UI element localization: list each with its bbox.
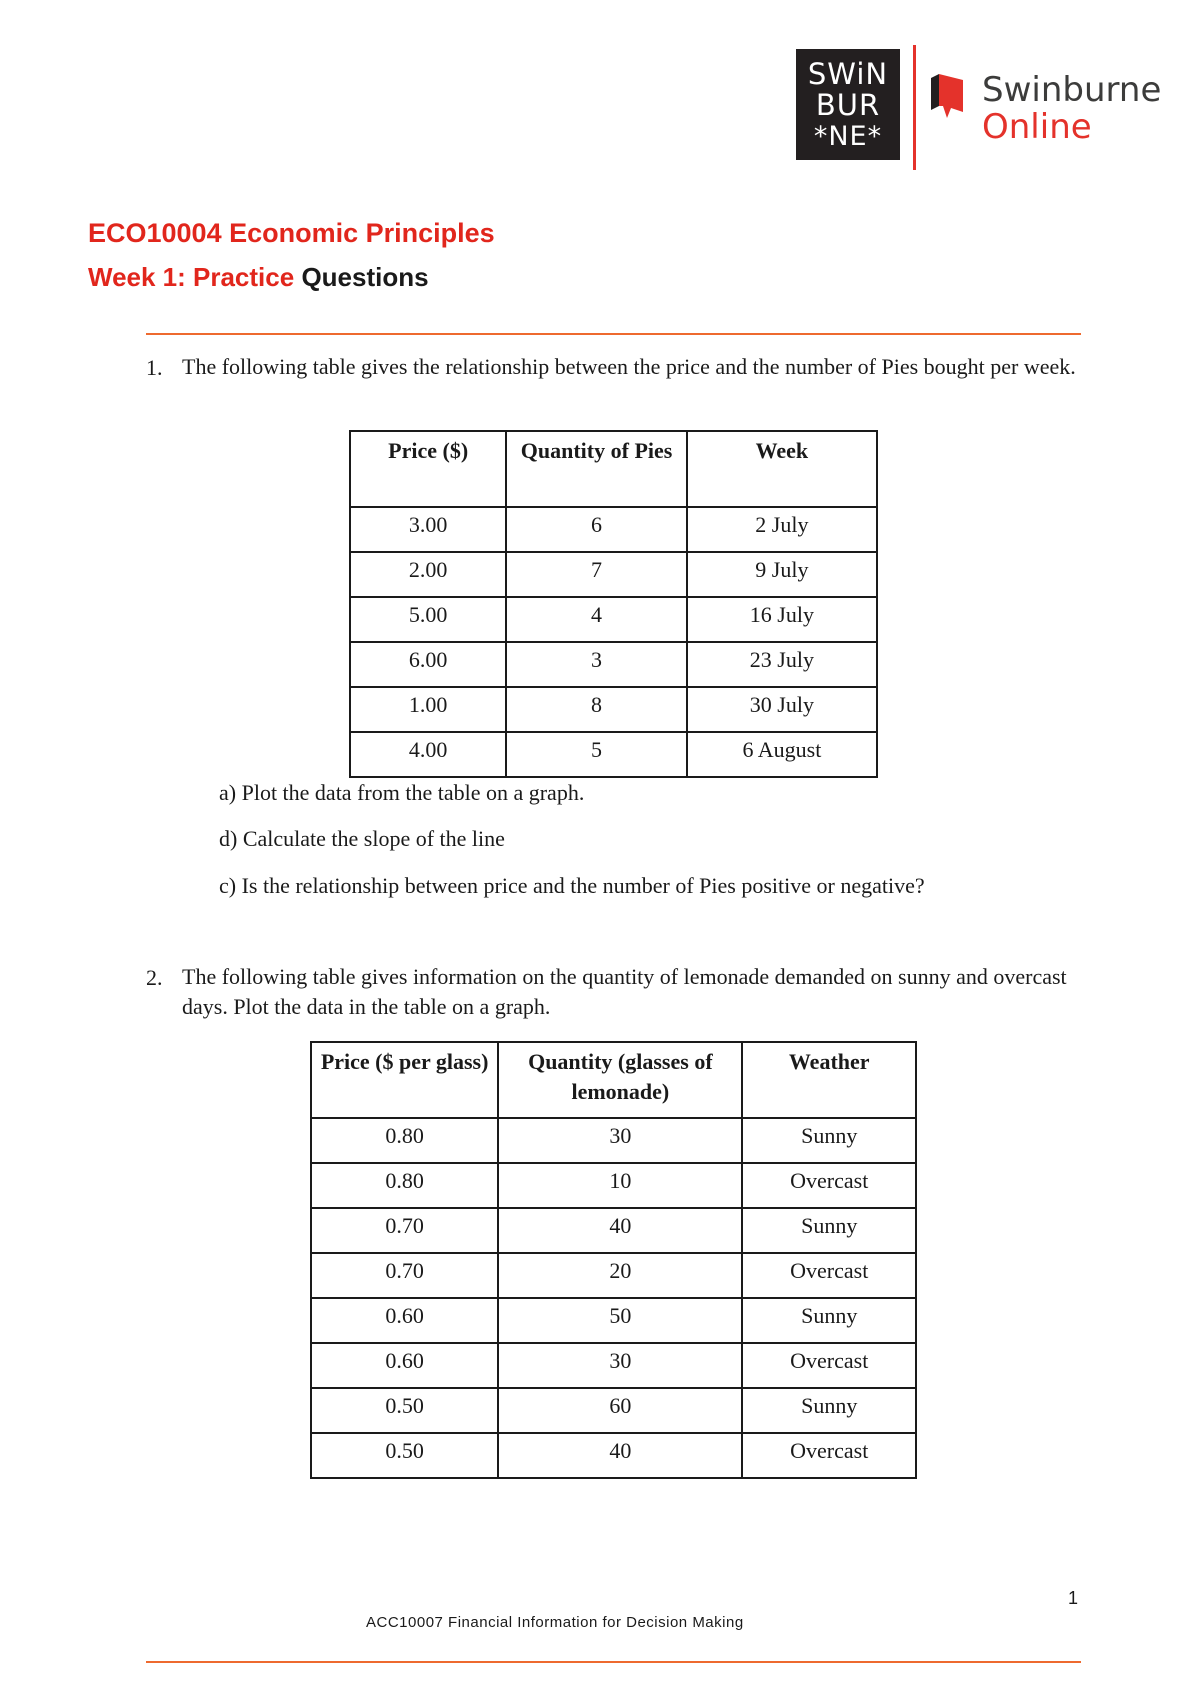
week-cell: 23 July — [687, 642, 877, 687]
quantity-cell: 50 — [498, 1298, 742, 1343]
table-row — [350, 507, 877, 552]
table-row — [350, 597, 877, 642]
weather-cell: Sunny — [742, 1118, 916, 1163]
course-title: ECO10004 Economic Principles — [88, 218, 495, 248]
quantity-cell: 40 — [498, 1433, 742, 1478]
weather-cell: Overcast — [742, 1433, 916, 1478]
swinburne-bookmark-icon — [927, 72, 967, 122]
header-weather: Weather — [742, 1042, 916, 1118]
logo-line-1: SWiN — [807, 57, 889, 91]
weather-cell: Sunny — [742, 1388, 916, 1433]
price-cell: 0.50 — [311, 1433, 498, 1478]
quantity-cell: 7 — [506, 552, 686, 597]
week-title-suffix: Questions — [301, 262, 429, 292]
table-row — [311, 1163, 916, 1208]
quantity-cell: 30 — [498, 1118, 742, 1163]
table-header-row — [350, 431, 877, 507]
price-cell: 3.00 — [350, 507, 506, 552]
table-row — [311, 1253, 916, 1298]
week-title-prefix: Week 1: Practice — [88, 262, 295, 292]
pies-table — [349, 430, 878, 778]
week-cell: 2 July — [687, 507, 877, 552]
quantity-cell: 60 — [498, 1388, 742, 1433]
week-cell: 9 July — [687, 552, 877, 597]
table-row — [311, 1433, 916, 1478]
quantity-cell: 3 — [506, 642, 686, 687]
price-cell: 2.00 — [350, 552, 506, 597]
question-2-number: 2. — [146, 965, 163, 990]
table-row — [311, 1343, 916, 1388]
header-week: Week — [687, 431, 877, 507]
weather-cell: Overcast — [742, 1163, 916, 1208]
swinburne-logo-box — [796, 49, 900, 160]
question-1-part-c: c) Is the relationship between price and the number of Pies positive or negative? — [219, 873, 925, 898]
table-row — [311, 1118, 916, 1163]
price-cell: 1.00 — [350, 687, 506, 732]
table-header-row — [311, 1042, 916, 1118]
price-cell: 5.00 — [350, 597, 506, 642]
header-price: Price ($) — [350, 431, 506, 507]
question-1-number: 1. — [146, 355, 163, 380]
quantity-cell: 30 — [498, 1343, 742, 1388]
question-2-text: The following table gives information on the quantity of lemonade demanded on sunny and overcast days. Plot the data in the table on a graph. — [182, 964, 1067, 1019]
price-cell: 0.70 — [311, 1253, 498, 1298]
table-row — [311, 1208, 916, 1253]
header-quantity: Quantity of Pies — [506, 431, 686, 507]
weather-cell: Overcast — [742, 1343, 916, 1388]
header-divider — [146, 333, 1081, 335]
table-row — [350, 642, 877, 687]
header-quantity: Quantity (glasses of lemonade) — [498, 1042, 742, 1118]
week-cell: 30 July — [687, 687, 877, 732]
week-cell: 6 August — [687, 732, 877, 777]
weather-cell: Sunny — [742, 1208, 916, 1253]
quantity-cell: 20 — [498, 1253, 742, 1298]
logo-line-2: BUR — [815, 88, 881, 122]
price-cell: 6.00 — [350, 642, 506, 687]
logo-divider — [913, 45, 916, 170]
price-cell: 0.80 — [311, 1163, 498, 1208]
price-cell: 0.80 — [311, 1118, 498, 1163]
quantity-cell: 10 — [498, 1163, 742, 1208]
brand-sub: Online — [982, 107, 1092, 147]
week-title — [88, 262, 429, 293]
price-cell: 4.00 — [350, 732, 506, 777]
week-cell: 16 July — [687, 597, 877, 642]
logo-line-3: *NE* — [813, 121, 883, 152]
quantity-cell: 6 — [506, 507, 686, 552]
lemonade-table — [310, 1041, 917, 1479]
table-row — [311, 1388, 916, 1433]
price-cell: 0.50 — [311, 1388, 498, 1433]
quantity-cell: 8 — [506, 687, 686, 732]
question-1-text: The following table gives the relationship between the price and the number of Pies bought per week. — [182, 354, 1076, 379]
weather-cell: Sunny — [742, 1298, 916, 1343]
quantity-cell: 4 — [506, 597, 686, 642]
footer-divider — [146, 1661, 1081, 1663]
price-cell: 0.70 — [311, 1208, 498, 1253]
header-price: Price ($ per glass) — [311, 1042, 498, 1118]
table-row — [350, 687, 877, 732]
price-cell: 0.60 — [311, 1298, 498, 1343]
weather-cell: Overcast — [742, 1253, 916, 1298]
page-number: 1 — [1068, 1588, 1079, 1608]
table-row — [311, 1298, 916, 1343]
question-1-part-a: a) Plot the data from the table on a graph. — [219, 780, 585, 805]
question-1-part-d: d) Calculate the slope of the line — [219, 826, 505, 851]
quantity-cell: 5 — [506, 732, 686, 777]
quantity-cell: 40 — [498, 1208, 742, 1253]
footer-text: ACC10007 Financial Information for Decision Making — [366, 1614, 744, 1631]
price-cell: 0.60 — [311, 1343, 498, 1388]
table-row — [350, 732, 877, 777]
table-row — [350, 552, 877, 597]
brand-name: Swinburne — [982, 70, 1162, 110]
